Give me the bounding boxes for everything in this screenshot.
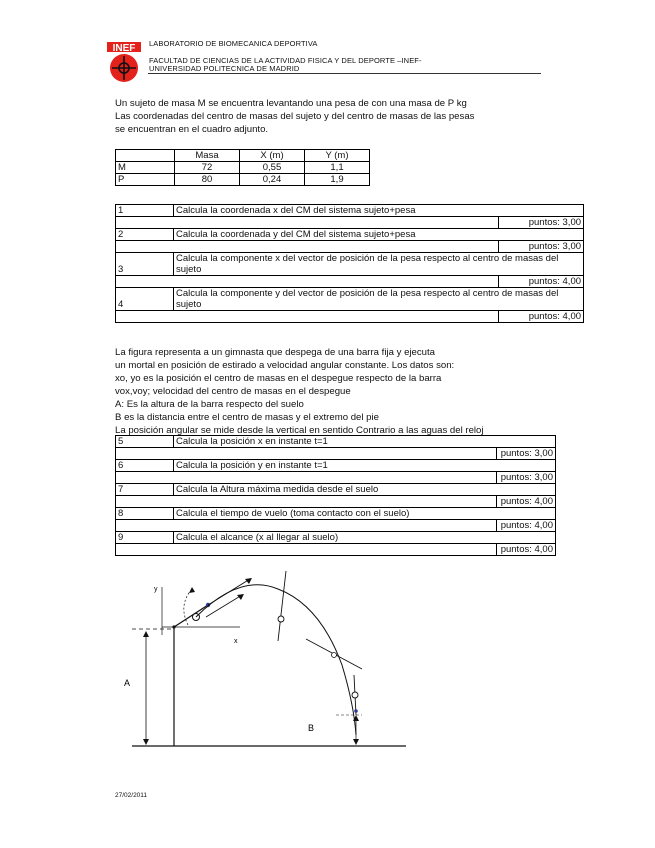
header-divider: [148, 73, 541, 74]
dimension-b-arrow-bottom: [353, 739, 359, 745]
trajectory-curve: [196, 585, 356, 735]
problem1-line: Un sujeto de masa M se encuentra levantando una pesa de con una masa de P kg: [115, 98, 467, 109]
question-text: Calcula la Altura máxima medida desde el suelo: [174, 484, 556, 496]
question-number: 6: [116, 460, 174, 472]
question-row: [116, 436, 556, 448]
mass-data-table: [115, 149, 370, 186]
logo-text: INEF: [112, 43, 136, 54]
question-text-line: sujeto: [176, 264, 202, 275]
university-title: UNIVERSIDAD POLITECNICA DE MADRID: [149, 64, 300, 73]
problem2-line: La posición angular se mide desde la vertical en sentido Contrario a las aguas del reloj: [115, 425, 484, 436]
question-text: Calcula la posición y en instante t=1: [174, 460, 556, 472]
question-row: [116, 484, 556, 496]
question-text-line: Calcula la componente x del vector de posición de la pesa respecto al centro de masas del: [176, 253, 559, 264]
question-number: 8: [116, 508, 174, 520]
table-cell: M: [116, 162, 175, 174]
question-number: 3: [116, 253, 174, 276]
question-row: [116, 508, 556, 520]
question-row: [116, 460, 556, 472]
points-row: [116, 276, 584, 288]
footer-date: 27/02/2011: [115, 792, 148, 799]
problem2-line: xo, yo es la posición el centro de masas en el despegue respecto de la barra: [115, 373, 442, 384]
problem2-line: vox,voy; velocidad del centro de masas en el despegue: [115, 386, 351, 397]
table-header-row: [116, 150, 370, 162]
gymnast-cm-2: [278, 616, 284, 622]
table-cell: 0,24: [240, 174, 305, 186]
lab-title: LABORATORIO DE BIOMECANICA DEPORTIVA: [149, 39, 318, 48]
question-text: Calcula el tiempo de vuelo (toma contacto con el suelo): [174, 508, 556, 520]
gymnast-body-2: [278, 571, 286, 641]
gymnast-cm-4: [352, 692, 358, 698]
points-row: [116, 448, 556, 460]
problem2-line: A: Es la altura de la barra respecto del suelo: [115, 399, 304, 410]
question-text: [174, 253, 584, 276]
question-number: 7: [116, 484, 174, 496]
table-header-cell: Masa: [175, 150, 240, 162]
table-row: [116, 174, 370, 186]
points-value: puntos: 3,00: [499, 217, 584, 229]
dimension-a-arrow-top: [143, 631, 149, 637]
questions-table-1: [115, 204, 584, 323]
question-row: [116, 288, 584, 311]
question-number: 1: [116, 205, 174, 217]
angle-arc-arrow: [189, 587, 195, 593]
question-text-line: Calcula la componente y del vector de posición de la pesa respecto al centro de masas del: [176, 288, 559, 299]
table-cell: P: [116, 174, 175, 186]
table-header-cell: Y (m): [305, 150, 370, 162]
points-row: [116, 311, 584, 323]
dimension-a-arrow-bottom: [143, 739, 149, 745]
label-a: A: [124, 678, 131, 688]
problem2-line: B es la distancia entre el centro de masas y el extremo del pie: [115, 412, 379, 423]
problem2-line: La figura representa a un gimnasta que despega de una barra fija y ejecuta: [115, 347, 436, 358]
points-row: [116, 472, 556, 484]
question-row: [116, 532, 556, 544]
question-text: Calcula la coordenada y del CM del sistema sujeto+pesa: [174, 229, 584, 241]
problem2-statement: [115, 346, 484, 437]
label-y: y: [154, 586, 158, 593]
points-row: [116, 496, 556, 508]
gymnast-body-takeoff: [174, 605, 208, 627]
problem1-statement: [115, 97, 474, 136]
faculty-title: FACULTAD DE CIENCIAS DE LA ACTIVIDAD FISICA Y DEL DEPORTE –INEF-: [149, 56, 422, 65]
points-value: puntos: 3,00: [497, 448, 556, 460]
question-number: 4: [116, 288, 174, 311]
questions-table-2: [115, 435, 556, 556]
question-text-line: sujeto: [176, 299, 202, 310]
points-row: [116, 520, 556, 532]
inef-logo: [107, 42, 141, 86]
problem1-line: Las coordenadas del centro de masas del sujeto y del centro de masas de las pesas: [115, 111, 475, 122]
velocity-vector-2: [206, 595, 242, 617]
points-value: puntos: 4,00: [499, 311, 584, 323]
label-b: B: [308, 723, 315, 733]
gymnast-cm-3: [332, 653, 337, 658]
question-row: [116, 229, 584, 241]
table-header-cell: X (m): [240, 150, 305, 162]
points-value: puntos: 3,00: [499, 241, 584, 253]
table-cell: 0,55: [240, 162, 305, 174]
points-row: [116, 241, 584, 253]
question-number: 9: [116, 532, 174, 544]
points-row: [116, 544, 556, 556]
table-row: [116, 162, 370, 174]
table-cell: 1,9: [305, 174, 370, 186]
table-cell: 72: [175, 162, 240, 174]
question-number: 2: [116, 229, 174, 241]
points-value: puntos: 3,00: [497, 472, 556, 484]
question-text: Calcula la coordenada x del CM del sistema sujeto+pesa: [174, 205, 584, 217]
points-row: [116, 217, 584, 229]
table-cell: 80: [175, 174, 240, 186]
question-text: [174, 288, 584, 311]
label-x: x: [234, 638, 238, 645]
gymnast-figure: [110, 565, 420, 755]
points-value: puntos: 4,00: [497, 496, 556, 508]
table-header-cell: [116, 150, 175, 162]
question-row: [116, 205, 584, 217]
points-value: puntos: 4,00: [497, 520, 556, 532]
gymnast-foot-4: [354, 709, 358, 713]
question-number: 5: [116, 436, 174, 448]
question-text: Calcula el alcance (x al llegar al suelo): [174, 532, 556, 544]
problem1-line: se encuentran en el cuadro adjunto.: [115, 124, 269, 135]
points-value: puntos: 4,00: [499, 276, 584, 288]
table-cell: 1,1: [305, 162, 370, 174]
question-text: Calcula la posición x en instante t=1: [174, 436, 556, 448]
problem2-line: un mortal en posición de estirado a velocidad angular constante. Los datos son:: [115, 360, 455, 371]
points-value: puntos: 4,00: [497, 544, 556, 556]
question-row: [116, 253, 584, 276]
